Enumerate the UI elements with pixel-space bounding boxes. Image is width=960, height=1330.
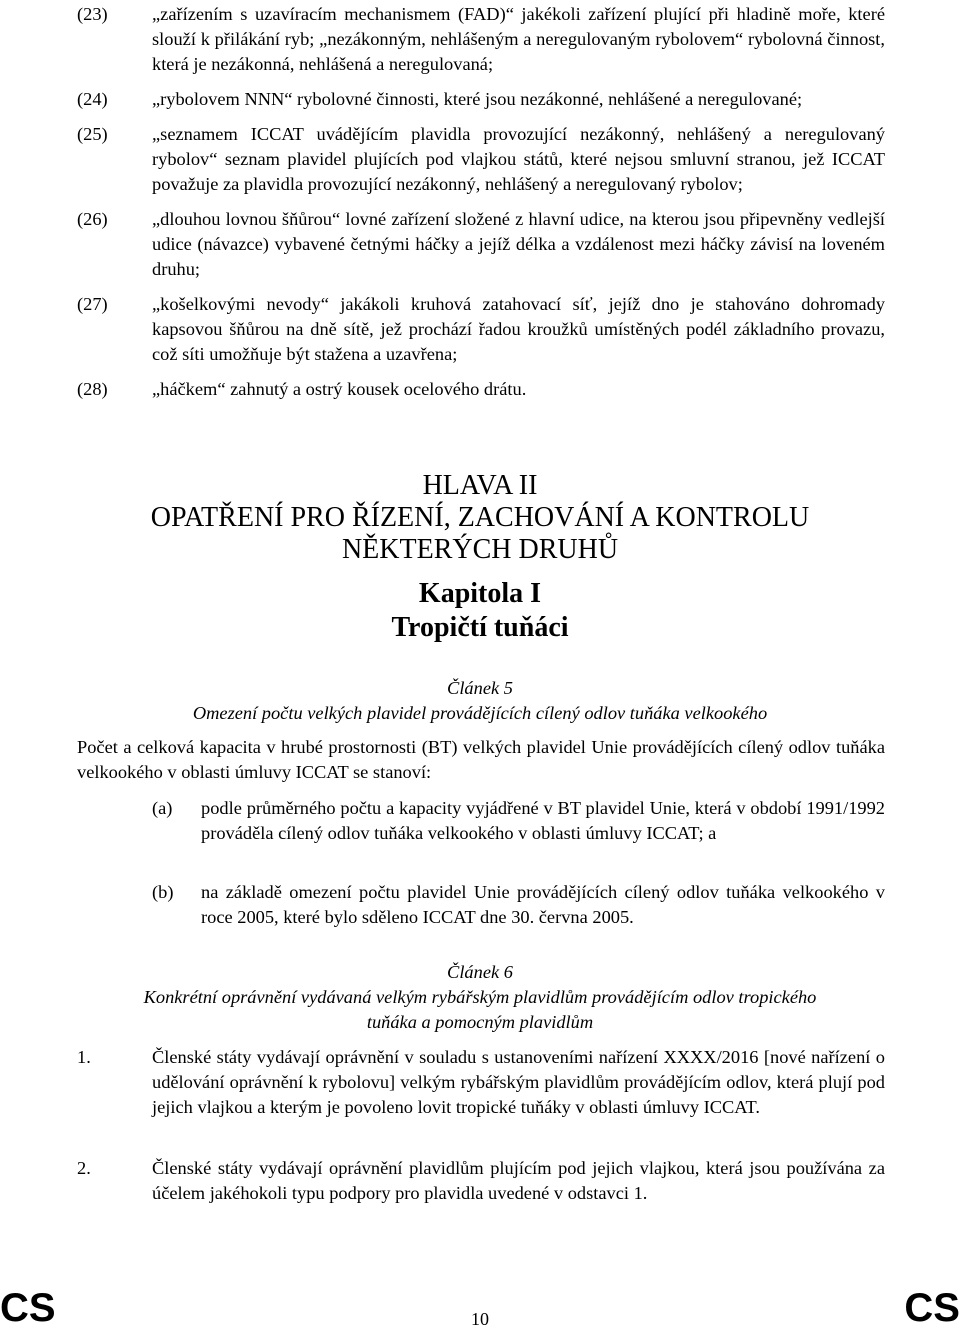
article-6-title-line1: Konkrétní oprávnění vydávaná velkým rybářským plavidlům provádějícím odlov tropického	[143, 987, 817, 1007]
article-6-paragraph-2	[77, 1156, 885, 1206]
article-5-item-a	[152, 796, 885, 846]
definition-number: (27)	[77, 294, 108, 314]
definition-term: „seznamem ICCAT uvádějícím plavidla provozující nezákonný, nehlášený a neregulovaný rybolov“	[152, 124, 885, 169]
definition-text: zahnutý a ostrý kousek ocelového drátu.	[225, 379, 527, 399]
chapter-title-line2: NĚKTERÝCH DRUHŮ	[341, 534, 619, 565]
page-number: 10	[471, 1309, 489, 1329]
definition-number: (24)	[77, 89, 108, 109]
item-text: podle průměrného počtu a kapacity vyjádřené v BT plavidel Unie, která v období 1991/1992 prováděla cílený odlov tuňáka velkookého v oblasti úmluvy ICCAT; a	[201, 798, 885, 843]
definition-term: „rybolovem NNN“	[152, 89, 293, 109]
article-6-paragraph-1	[77, 1045, 885, 1120]
definition-text: rybolovné činnosti, které jsou nezákonné, nehlášené a neregulované;	[292, 89, 803, 109]
definition-term: „dlouhou lovnou šňůrou“	[152, 209, 341, 229]
item-label: (a)	[152, 798, 173, 818]
definition-item	[77, 122, 885, 197]
article-6-label: Článek 6	[447, 962, 513, 982]
chapter-label: HLAVA II	[422, 470, 538, 501]
definition-number: (25)	[77, 124, 108, 144]
paragraph-number: 1.	[77, 1047, 91, 1067]
definition-item	[77, 207, 885, 282]
article-5-intro: Počet a celková kapacita v hrubé prostornosti (BT) velkých plavidel Unie provádějících cílený odlov tuňáka velkookého v oblasti úmluvy ICCAT se stanoví:	[77, 737, 885, 782]
article-5-label: Článek 5	[447, 678, 513, 698]
definition-term: „košelkovými nevody“	[152, 294, 329, 314]
definition-text: lovné zařízení složené z hlavní udice, na kterou jsou připevněny vedlejší udice (návazce) vybavené četnými háčky a jejíž délka a vzdálenost mezi háčky závisí na loveném druhu;	[152, 209, 886, 279]
paragraph-text: Členské státy vydávají oprávnění v souladu s ustanoveními nařízení XXXX/2016 [nové nařízení o udělování oprávnění k rybolovu] velkým rybářským plavidlům provádějícím odlov, která plují pod jejich vlajkou a kterým je povoleno lovit tropické tuňáky v oblasti úmluvy ICCAT.	[152, 1047, 885, 1117]
item-text: na základě omezení počtu plavidel Unie provádějících cílený odlov tuňáka velkookého v roce 2005, které bylo sděleno ICCAT dne 30. června 2005.	[201, 882, 885, 927]
paragraph-number: 2.	[77, 1158, 91, 1178]
definition-text: seznam plavidel plujících pod vlajkou států, které nejsou smluvní stranou, jež ICCAT považuje za plavidla provozující nezákonný, nehlášený a neregulovaný rybolov;	[152, 149, 885, 194]
definition-number: (28)	[77, 379, 108, 399]
definition-item	[77, 377, 885, 402]
definition-item	[77, 2, 885, 77]
definition-term: „háčkem“	[152, 379, 226, 399]
definition-term: „zařízením s uzavíracím mechanismem (FAD)“	[152, 4, 514, 24]
article-6-heading	[60, 960, 900, 1035]
definition-text: jakékoli zařízení plující při hladině moře, které slouží k přilákání ryb; „nezákonným, nehlášeným a neregulovaným rybolovem“ rybolovná činnost, která je nezákonná, nehlášená a neregulovaná;	[152, 4, 885, 74]
paragraph-text: Členské státy vydávají oprávnění plavidlům plujícím pod jejich vlajkou, která jsou používána za účelem jakéhokoli typu podpory pro plavidla uvedené v odstavci 1.	[152, 1158, 885, 1203]
footer-language-code-right: CS	[904, 1286, 960, 1330]
definition-item	[77, 292, 885, 367]
definition-number: (23)	[77, 4, 108, 24]
definition-text: jakákoli kruhová zatahovací síť, jejíž dno je stahováno dohromady kapsovou šňůrou na dně sítě, jež prochází řadou kroužků umístěných podél základního provazu, což síti umožňuje být stažena a uzavřena;	[152, 294, 885, 364]
article-6-title-line2: tuňáka a pomocným plavidlům	[366, 1012, 594, 1032]
chapter-title-line1: OPATŘENÍ PRO ŘÍZENÍ, ZACHOVÁNÍ A KONTROLU	[150, 502, 810, 533]
definition-item	[77, 87, 885, 112]
section-label: Kapitola I	[418, 578, 542, 609]
chapter-heading	[0, 470, 960, 644]
section-title: Tropičtí tuňáci	[391, 612, 569, 643]
article-5-item-b	[152, 880, 885, 930]
definitions-list	[77, 2, 885, 402]
definition-number: (26)	[77, 209, 108, 229]
footer-language-code-left: CS	[0, 1286, 56, 1330]
item-label: (b)	[152, 882, 174, 902]
article-5-heading	[60, 676, 900, 726]
article-5-title: Omezení počtu velkých plavidel provádějících cílený odlov tuňáka velkookého	[192, 703, 768, 723]
